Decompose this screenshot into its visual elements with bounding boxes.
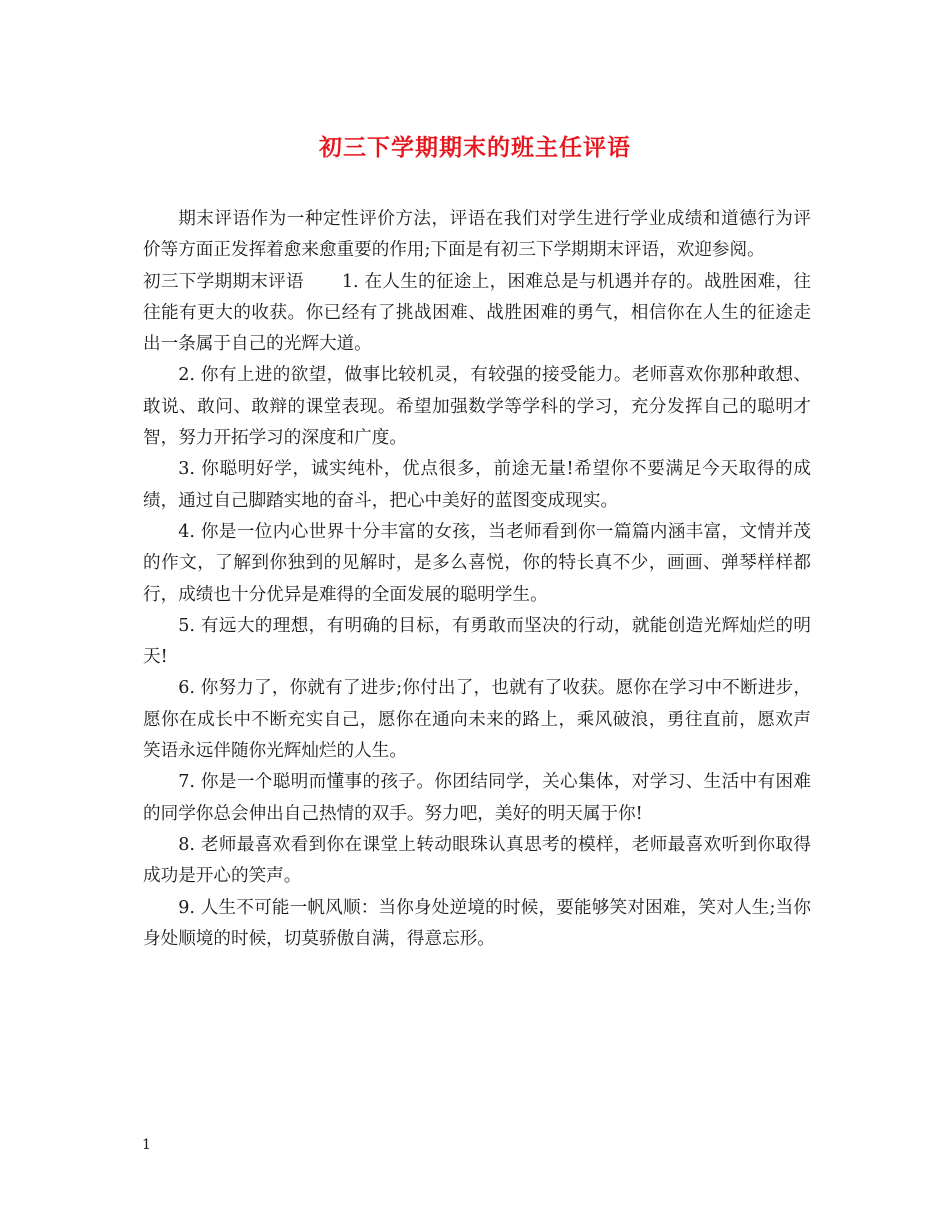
section-heading: 初三下学期期末评语 — [143, 271, 304, 292]
item-paragraph-3: 3. 你聪明好学，诚实纯朴，优点很多，前途无量!希望你不要满足今天取得的成绩，通过自己脚踏实地的奋斗，把心中美好的蓝图变成现实。 — [143, 459, 811, 511]
document-body — [143, 204, 811, 955]
item-paragraph-6: 6. 你努力了，你就有了进步;你付出了，也就有了收获。愿你在学习中不断进步，愿你在成长中不断充实自己，愿你在通向未来的路上，乘风破浪，勇往直前，愿欢声笑语永远伴随你光辉灿烂的人生。 — [143, 678, 811, 762]
item-paragraph-1 — [143, 267, 811, 361]
document-title: 初三下学期期末的班主任评语 — [319, 134, 631, 161]
item-paragraph-8: 8. 老师最喜欢看到你在课堂上转动眼珠认真思考的模样，老师最喜欢听到你取得成功是开心的笑声。 — [143, 834, 811, 887]
item-paragraph-4: 4. 你是一位内心世界十分丰富的女孩，当老师看到你一篇篇内涵丰富，文情并茂的作文，了解到你独到的见解时，是多么喜悦，你的特长真不少，画画、弹琴样样都行，成绩也十分优异是难得的全面发展的聪明学生。 — [143, 521, 811, 605]
page-number: 1 — [142, 1137, 151, 1153]
item-text-1: 1. 在人生的征途上，困难总是与机遇并存的。战胜困难，往往能有更大的收获。你已经有了挑战困难、战胜困难的勇气，相信你在人生的征途走出一条属于自己的光辉大道。 — [143, 271, 811, 355]
item-paragraph-9: 9. 人生不可能一帆风顺：当你身处逆境的时候，要能够笑对困难，笑对人生;当你身处顺境的时候，切莫骄傲自满，得意忘形。 — [143, 897, 811, 949]
intro-paragraph: 期末评语作为一种定性评价方法，评语在我们对学生进行学业成绩和道德行为评价等方面正发挥着愈来愈重要的作用;下面是有初三下学期期末评语，欢迎参阅。 — [143, 209, 811, 261]
item-paragraph-2: 2. 你有上进的欲望，做事比较机灵，有较强的接受能力。老师喜欢你那种敢想、敢说、敢问、敢辩的课堂表现。希望加强数学等学科的学习，充分发挥自己的聪明才智，努力开拓学习的深度和广度。 — [143, 365, 811, 449]
item-paragraph-5: 5. 有远大的理想，有明确的目标，有勇敢而坚决的行动，就能创造光辉灿烂的明天! — [143, 615, 811, 668]
item-paragraph-7: 7. 你是一个聪明而懂事的孩子。你团结同学，关心集体，对学习、生活中有困难的同学你总会伸出自己热情的双手。努力吧，美好的明天属于你! — [143, 772, 811, 824]
